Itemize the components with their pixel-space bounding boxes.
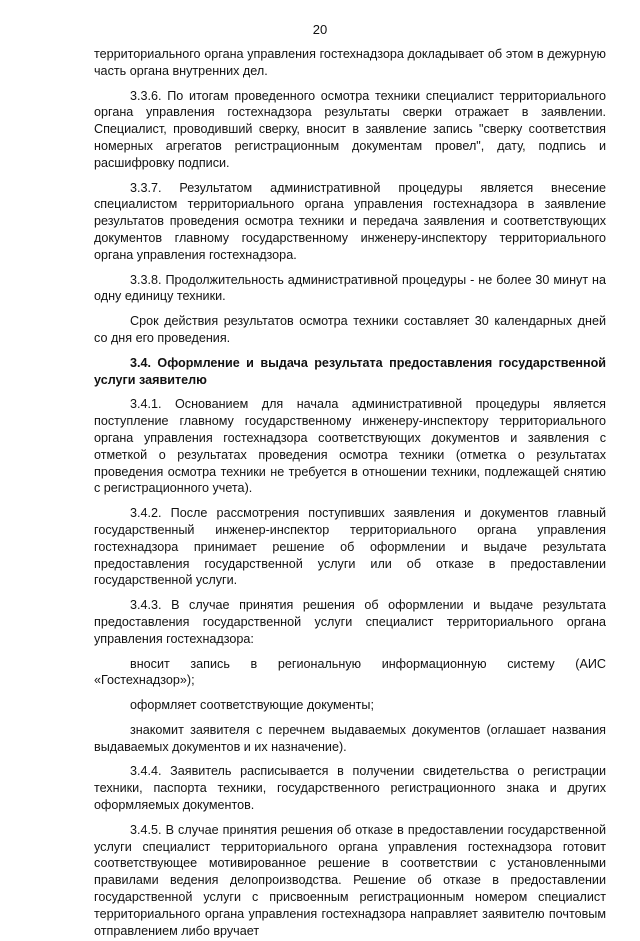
list-item-record-entry: вносит запись в региональную информационную систему (АИС «Гостехнадзор»); xyxy=(94,656,606,688)
paragraph-3-3-6: 3.3.6. По итогам проведенного осмотра техники специалист территориального органа управления гостехнадзора результаты сверки отражает в заявлении. Специалист, проводивший сверку, вносит в заявление запись "сверку соответствия номерных агрегатов регистрационным документам провел", дату, подпись и расшифровку подписи. xyxy=(94,88,606,170)
document-body xyxy=(94,46,606,941)
page-number: 20 xyxy=(312,22,328,37)
list-item-acquaint: знакомит заявителя с перечнем выдаваемых документов (оглашает названия выдаваемых документов и их назначение). xyxy=(94,722,606,754)
paragraph-3-4-5: 3.4.5. В случае принятия решения об отказе в предоставлении государственной услуги специалист территориального органа управления гостехнадзора готовит соответствующее мотивированное решение в соответствии с установленными правилами ведения делопроизводства. Решение об отказе в предоставлении государственной услуги с присвоенным регистрационным номером специалист территориального органа управления гостехнадзора направляет заявителю почтовым отправлением либо вручает xyxy=(94,822,606,938)
paragraph-3-4-4: 3.4.4. Заявитель расписывается в получении свидетельства о регистрации техники, паспорта техники, государственного регистрационного знака и других оформляемых документов. xyxy=(94,764,606,813)
paragraph-3-4-1: 3.4.1. Основанием для начала административной процедуры является поступление главному государственному инженеру-инспектору территориального органа управления гостехнадзора соответствующих документов и заявления с отметкой о результатах проведения осмотра техники (отметка о результатах проведения осмотра техники не требуется в отношении техники, подлежащей снятию с регистрационного учета). xyxy=(94,397,606,496)
paragraph-3-3-7: 3.3.7. Результатом административной процедуры является внесение специалистом территориального органа управления гостехнадзора в заявление результатов проведения осмотра техники и передача заявления и соответствующих документов главному государственному инженеру-инспектору территориального органа управления гостехнадзора. xyxy=(94,180,606,262)
paragraph-3-4-3: 3.4.3. В случае принятия решения об оформлении и выдаче результата предоставления государственной услуги специалист территориального органа управления гостехнадзора: xyxy=(94,598,606,646)
list-item-documents: оформляет соответствующие документы; xyxy=(130,698,374,713)
section-heading-3-4: 3.4. Оформление и выдача результата предоставления государственной услуги заявителю xyxy=(94,355,606,387)
paragraph-validity-period: Срок действия результатов осмотра техники составляет 30 календарных дней со дня его проведения. xyxy=(94,314,606,345)
paragraph-3-3-8: 3.3.8. Продолжительность административной процедуры - не более 30 минут на одну единицу техники. xyxy=(94,272,606,304)
paragraph-3-4-2: 3.4.2. После рассмотрения поступивших заявления и документов главный государственный инженер-инспектор территориального органа управления гостехнадзора принимает решение об оформлении и выдаче результата предоставления государственной услуги или об отказе в предоставлении государственной услуги. xyxy=(94,506,606,588)
paragraph-continuation: территориального органа управления гостехнадзора докладывает об этом в дежурную часть органа внутренних дел. xyxy=(94,47,606,78)
